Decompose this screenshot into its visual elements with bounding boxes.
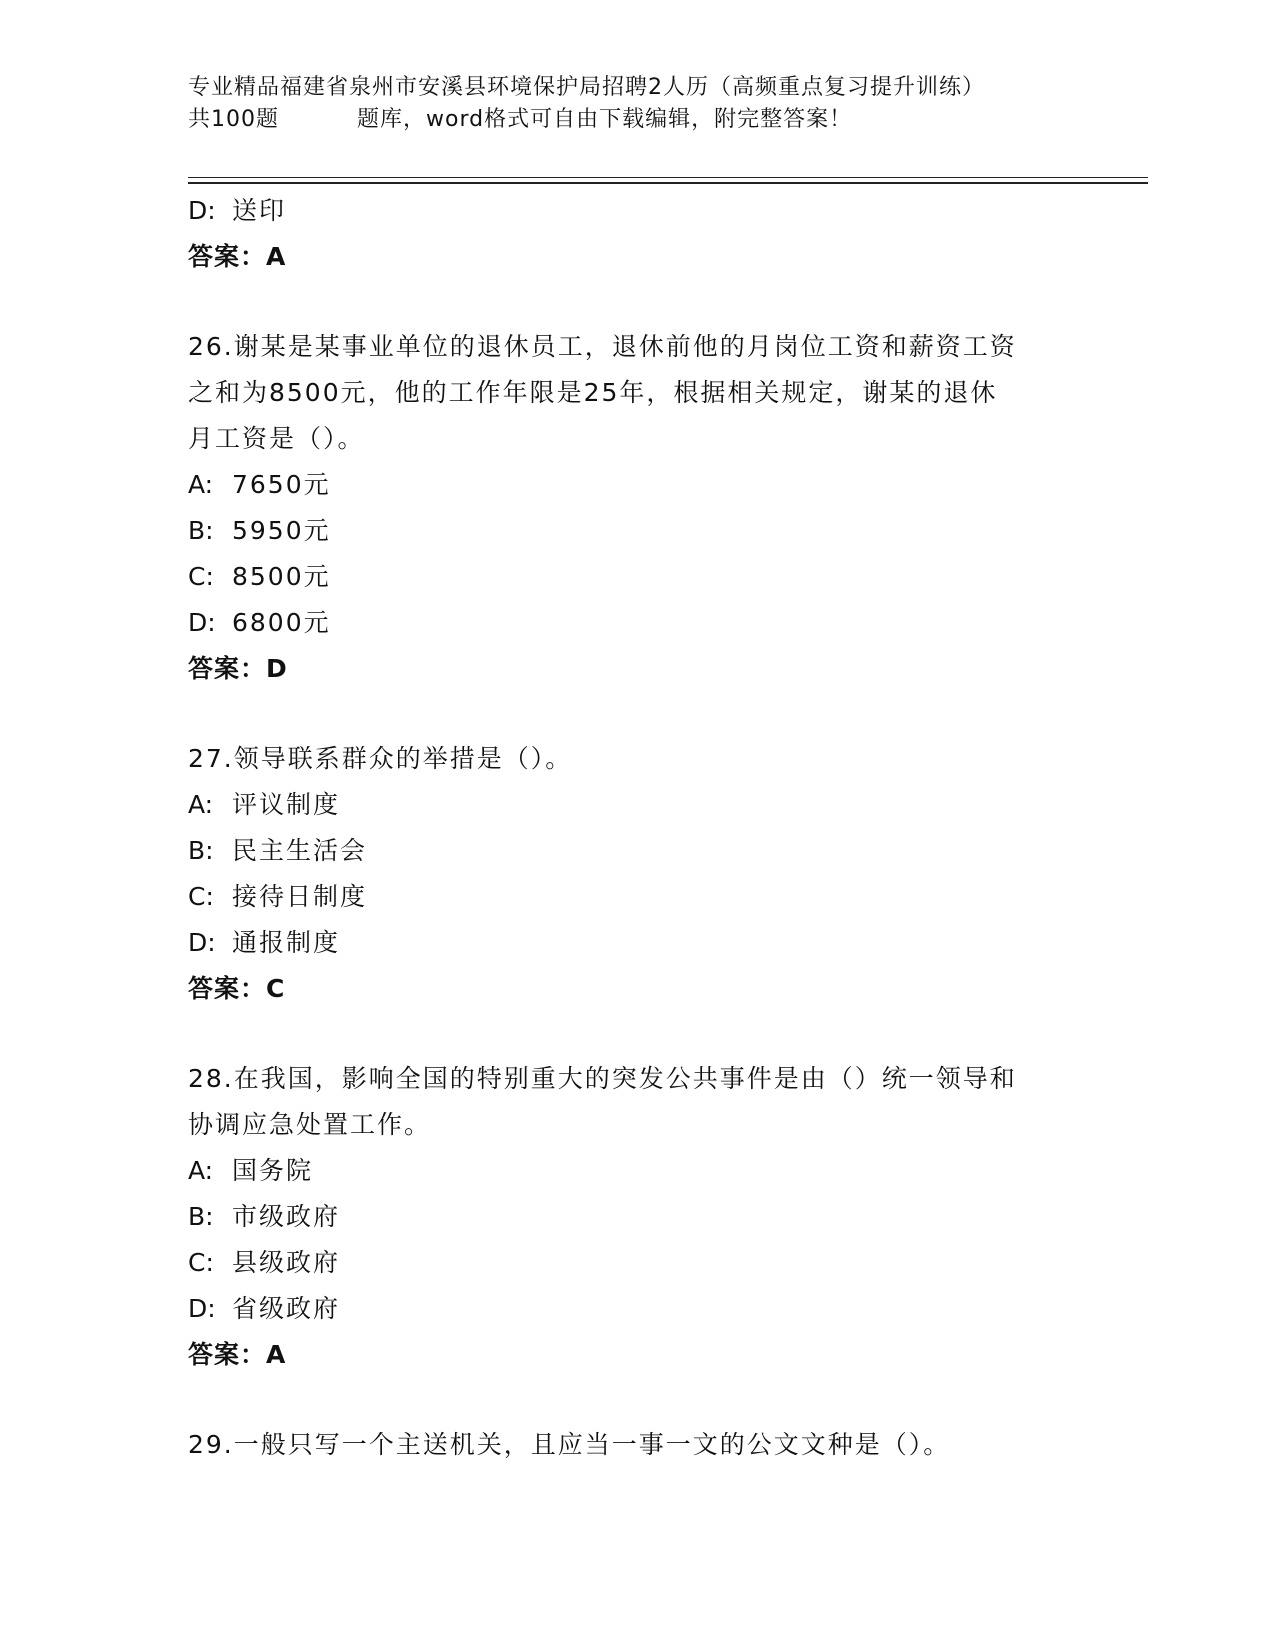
option-letter: B: (188, 1202, 214, 1231)
option-text: 7650元 (232, 470, 331, 499)
question-block (188, 1422, 1088, 1468)
header-divider-thin (188, 177, 1148, 178)
question-text (188, 1056, 1088, 1148)
option-letter: C: (188, 1248, 214, 1277)
answer-line: 答案：C (188, 974, 286, 1003)
question-spacer (188, 692, 1088, 736)
option-text: 县级政府 (232, 1248, 341, 1277)
question-text-line: 27.领导联系群众的举措是（）。 (188, 744, 573, 773)
option-letter: A: (188, 790, 214, 819)
question-text-line: 协调应急处置工作。 (188, 1110, 432, 1139)
option-text: 8500元 (232, 562, 331, 591)
option-text: 国务院 (232, 1156, 314, 1185)
option-row (188, 554, 1088, 600)
questions-container (188, 280, 1088, 1468)
prev-option-d (188, 188, 1088, 234)
question-text-line: 26.谢某是某事业单位的退休员工，退休前他的月岗位工资和薪资工资 (188, 332, 1017, 361)
option-row (188, 874, 1088, 920)
option-text: 民主生活会 (232, 836, 368, 865)
option-letter: C: (188, 562, 214, 591)
question-block (188, 736, 1088, 1012)
header-note: 题库，word格式可自由下载编辑，附完整答案！ (357, 107, 853, 132)
question-text-line: 28.在我国，影响全国的特别重大的突发公共事件是由（）统一领导和 (188, 1064, 1017, 1093)
question-text-line: 月工资是（）。 (188, 424, 365, 453)
page-header (188, 72, 1088, 136)
option-letter: D: (188, 1294, 216, 1323)
option-row (188, 600, 1088, 646)
option-row (188, 782, 1088, 828)
option-row (188, 920, 1088, 966)
option-row (188, 1240, 1088, 1286)
option-letter: A: (188, 1156, 214, 1185)
question-block (188, 324, 1088, 692)
option-row (188, 1194, 1088, 1240)
option-letter: D: (188, 928, 216, 957)
option-letter: B: (188, 836, 214, 865)
option-letter: A: (188, 470, 214, 499)
header-count: 共100题 (188, 107, 279, 132)
prev-answer: 答案：A (188, 242, 287, 271)
header-title-line: 专业精品福建省泉州市安溪县环境保护局招聘2人历（高频重点复习提升训练） (188, 75, 985, 100)
question-text (188, 1422, 1088, 1468)
option-text: 市级政府 (232, 1202, 341, 1231)
option-text: 省级政府 (232, 1294, 341, 1323)
option-row (188, 462, 1088, 508)
header-divider-thick (188, 182, 1148, 184)
option-row (188, 1148, 1088, 1194)
option-row (188, 1286, 1088, 1332)
answer-line: 答案：A (188, 1340, 287, 1369)
option-text: 5950元 (232, 516, 331, 545)
option-text: 通报制度 (232, 928, 341, 957)
header-subtitle-line (188, 104, 1088, 136)
option-letter: D: (188, 196, 216, 225)
question-spacer (188, 1378, 1088, 1422)
option-text: 接待日制度 (232, 882, 368, 911)
option-text: 送印 (232, 196, 287, 225)
question-list (188, 188, 1088, 1468)
question-spacer (188, 1012, 1088, 1056)
question-spacer (188, 280, 1088, 324)
question-text-line: 之和为8500元，他的工作年限是25年，根据相关规定，谢某的退休 (188, 378, 998, 407)
option-row (188, 828, 1088, 874)
question-text-line: 29.一般只写一个主送机关，且应当一事一文的公文文种是（）。 (188, 1430, 951, 1459)
option-row (188, 508, 1088, 554)
option-text: 评议制度 (232, 790, 341, 819)
answer-line: 答案：D (188, 654, 288, 683)
option-letter: C: (188, 882, 214, 911)
option-letter: B: (188, 516, 214, 545)
question-text (188, 736, 1088, 782)
option-text: 6800元 (232, 608, 331, 637)
option-letter: D: (188, 608, 216, 637)
question-block (188, 1056, 1088, 1378)
question-text (188, 324, 1088, 462)
